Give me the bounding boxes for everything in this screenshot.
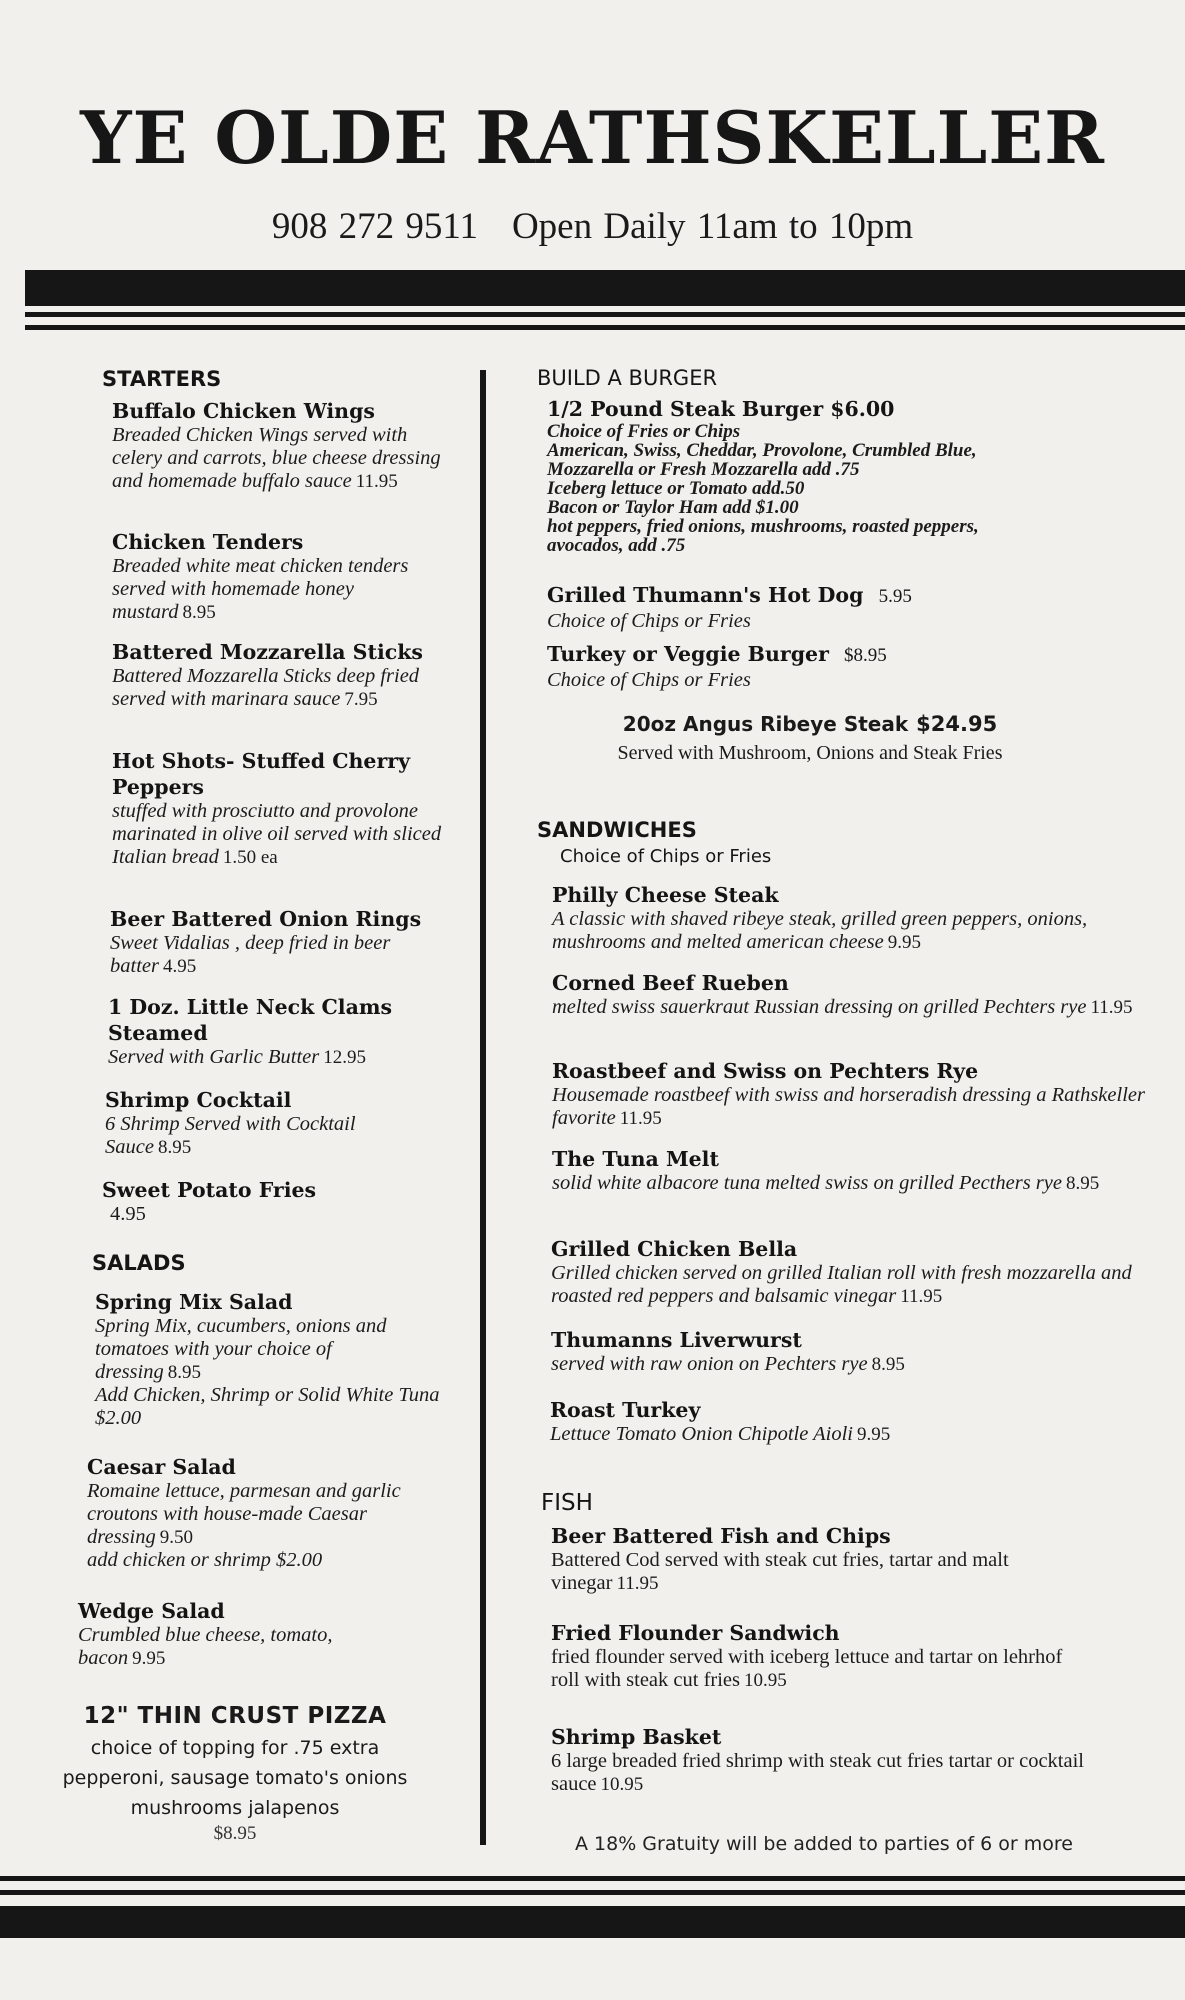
menu-item xyxy=(552,1146,1147,1195)
pizza-heading: 12" THIN CRUST PIZZA xyxy=(83,1703,387,1729)
item-price: 10.95 xyxy=(600,1774,644,1795)
item-description: melted swiss sauerkraut Russian dressing on grilled Pechters rye 11.95 xyxy=(552,996,1133,1018)
item-name: Roastbeef and Swiss on Pechters Rye xyxy=(552,1059,979,1083)
top-thin-rule xyxy=(25,325,1185,330)
item-price: $8.95 xyxy=(844,645,887,666)
item-name: Grilled Thumann's Hot Dog 5.95 xyxy=(547,583,912,607)
item-description: Romaine lettuce, parmesan and garlic croutons with house-made Caesar dressing 9.50 xyxy=(87,1480,401,1548)
item-name: Chicken Tenders xyxy=(112,530,304,554)
menu-item xyxy=(551,1236,1161,1308)
item-name: Beer Battered Fish and Chips xyxy=(551,1524,891,1548)
item-price: 11.95 xyxy=(616,1573,659,1594)
item-description: solid white albacore tuna melted swiss on grilled Pecthers rye 8.95 xyxy=(552,1172,1100,1194)
item-price: 10.95 xyxy=(744,1670,787,1691)
item-name: Thumanns Liverwurst xyxy=(551,1328,802,1352)
item-name: Fried Flounder Sandwich xyxy=(551,1621,840,1645)
item-price: 9.95 xyxy=(856,1424,891,1445)
pizza-price: $8.95 xyxy=(213,1823,257,1844)
item-name: The Tuna Melt xyxy=(552,1147,719,1171)
item-description: Spring Mix, cucumbers, onions and tomatoes with your choice of dressing 8.95 xyxy=(95,1315,387,1383)
top-thick-rule xyxy=(25,270,1185,306)
burger-option: Iceberg lettuce or Tomato add.50 xyxy=(547,478,805,499)
item-addon: add chicken or shrimp $2.00 xyxy=(87,1549,323,1571)
item-price: 8.95 xyxy=(182,602,216,623)
menu-item xyxy=(551,1327,1146,1376)
item-name: Wedge Salad xyxy=(78,1599,225,1623)
top-thin-rule xyxy=(25,312,1185,317)
item-description: served with raw onion on Pechters rye 8.95 xyxy=(551,1353,905,1375)
item-description: 6 Shrimp Served with Cocktail Sauce 8.95 xyxy=(105,1113,356,1158)
ribeye-item xyxy=(520,712,1100,765)
item-price: 4.95 xyxy=(162,956,197,977)
item-name: 20oz Angus Ribeye Steak $24.95 xyxy=(622,712,998,736)
item-name: Turkey or Veggie Burger $8.95 xyxy=(547,642,887,666)
menu-item xyxy=(551,1620,1091,1692)
burger-option: avocados, add .75 xyxy=(547,535,686,556)
item-name: Corned Beef Rueben xyxy=(552,971,789,995)
burger-item xyxy=(547,396,1107,555)
item-price: 11.95 xyxy=(900,1286,943,1307)
sandwiches-heading: SANDWICHES xyxy=(537,818,697,842)
restaurant-title: YE OLDE RATHSKELLER xyxy=(80,95,1105,180)
menu-item xyxy=(102,1177,422,1226)
burger-option: Choice of Fries or Chips xyxy=(547,421,741,442)
bottom-thin-rule xyxy=(0,1876,1185,1881)
item-name: Shrimp Basket xyxy=(551,1725,722,1749)
item-name: Hot Shots- Stuffed Cherry Peppers xyxy=(112,749,410,799)
item-name: Roast Turkey xyxy=(550,1398,701,1422)
item-name: Spring Mix Salad xyxy=(95,1290,293,1314)
salads-heading: SALADS xyxy=(92,1251,186,1275)
menu-item xyxy=(108,994,428,1069)
item-description: Grilled chicken served on grilled Italian roll with fresh mozzarella and roasted red peppers and balsamic vinegar 11.95 xyxy=(551,1262,1132,1307)
item-name: Battered Mozzarella Sticks xyxy=(112,640,423,664)
item-description: Battered Cod served with steak cut fries, tartar and malt vinegar 11.95 xyxy=(551,1549,1009,1594)
bottom-thin-rule xyxy=(0,1890,1185,1895)
item-price: 5.95 xyxy=(878,586,912,607)
contact-line xyxy=(0,205,1185,248)
item-price: 1.50 ea xyxy=(222,847,278,868)
menu-item xyxy=(551,1523,1091,1595)
burger-option: Mozzarella or Fresh Mozzarella add .75 xyxy=(547,459,860,480)
menu-item xyxy=(112,398,442,493)
pizza-section xyxy=(55,1703,415,1845)
item-description: Housemade roastbeef with swiss and horseradish dressing a Rathskeller favorite 11.95 xyxy=(552,1084,1145,1129)
burger-heading: BUILD A BURGER xyxy=(537,366,718,390)
item-name: Beer Battered Onion Rings xyxy=(110,907,422,931)
menu-item xyxy=(87,1454,437,1572)
menu-item xyxy=(95,1289,440,1430)
item-description: Breaded white meat chicken tenders served with homemade honey mustard 8.95 xyxy=(112,555,409,623)
burger-option: American, Swiss, Cheddar, Provolone, Crumbled Blue, xyxy=(547,440,977,461)
item-description: Lettuce Tomato Onion Chipotle Aioli 9.95 xyxy=(550,1423,891,1445)
item-name: Buffalo Chicken Wings xyxy=(112,399,375,423)
item-description: Battered Mozzarella Sticks deep fried served with marinara sauce 7.95 xyxy=(112,665,420,710)
fish-heading: FISH xyxy=(541,1490,593,1516)
menu-item xyxy=(110,906,450,978)
menu-item xyxy=(112,748,442,869)
item-price: 11.95 xyxy=(1090,997,1133,1018)
item-description: Choice of Chips or Fries xyxy=(547,669,751,691)
bottom-thick-rule xyxy=(0,1906,1185,1938)
item-price: 11.95 xyxy=(355,471,398,492)
item-name: 1/2 Pound Steak Burger $6.00 xyxy=(547,397,895,421)
item-addon: Add Chicken, Shrimp or Solid White Tuna $2.00 xyxy=(95,1384,440,1429)
menu-item xyxy=(552,970,1147,1019)
item-price: 8.95 xyxy=(1065,1173,1100,1194)
item-price: 4.95 xyxy=(110,1203,146,1225)
item-name: Philly Cheese Steak xyxy=(552,883,779,907)
item-price: $24.95 xyxy=(916,712,998,736)
menu-item xyxy=(105,1087,425,1159)
menu-item xyxy=(552,882,1147,954)
menu-item xyxy=(547,641,1107,692)
item-name: Caesar Salad xyxy=(87,1455,236,1479)
item-description: Breaded Chicken Wings served with celery and carrots, blue cheese dressing and homemade buffalo sauce 11.95 xyxy=(112,424,441,492)
item-name: 1 Doz. Little Neck Clams Steamed xyxy=(108,995,393,1045)
opening-hours: Open Daily 11am to 10pm xyxy=(511,206,914,247)
item-name: Shrimp Cocktail xyxy=(105,1088,292,1112)
menu-item xyxy=(552,1058,1147,1130)
item-price: 8.95 xyxy=(157,1137,192,1158)
item-description: 6 large breaded fried shrimp with steak cut fries tartar or cocktail sauce 10.95 xyxy=(551,1750,1084,1795)
phone-number: 908 272 9511 xyxy=(271,206,478,247)
sandwiches-subheading: Choice of Chips or Fries xyxy=(560,846,772,867)
item-price: 9.95 xyxy=(887,932,921,953)
item-description: fried flounder served with iceberg lettuce and tartar on lehrhof roll with steak cut fries 10.95 xyxy=(551,1646,1063,1691)
pizza-description: choice of topping for .75 extra pepperoni, sausage tomato's onions mushrooms jalapenos xyxy=(62,1737,408,1819)
item-description: A classic with shaved ribeye steak, grilled green peppers, onions, mushrooms and melted american cheese 9.95 xyxy=(552,908,1088,953)
item-description: Served with Mushroom, Onions and Steak Fries xyxy=(617,742,1003,764)
item-price: 8.95 xyxy=(167,1362,201,1383)
item-description: Crumbled blue cheese, tomato, bacon 9.95 xyxy=(78,1624,333,1669)
item-description: Choice of Chips or Fries xyxy=(547,610,751,632)
starters-heading: STARTERS xyxy=(102,367,222,391)
burger-option: hot peppers, fried onions, mushrooms, roasted peppers, xyxy=(547,516,979,537)
gratuity-note: A 18% Gratuity will be added to parties of 6 or more xyxy=(575,1833,1073,1855)
menu-item xyxy=(112,529,442,624)
menu-item xyxy=(550,1397,1145,1446)
item-description: Sweet Vidalias , deep fried in beer batter 4.95 xyxy=(110,932,391,977)
item-price: 9.50 xyxy=(159,1527,193,1548)
item-name: Sweet Potato Fries xyxy=(102,1178,317,1202)
menu-item xyxy=(551,1724,1091,1796)
item-price: 12.95 xyxy=(323,1047,366,1068)
column-divider xyxy=(480,370,486,1845)
item-name: Grilled Chicken Bella xyxy=(551,1237,798,1261)
menu-item xyxy=(112,639,442,711)
item-description: Served with Garlic Butter 12.95 xyxy=(108,1046,366,1068)
menu-item xyxy=(78,1598,418,1670)
item-price: 11.95 xyxy=(619,1108,662,1129)
item-price: 7.95 xyxy=(344,689,378,710)
item-description: stuffed with prosciutto and provolone marinated in olive oil served with sliced Italian bread 1.50 ea xyxy=(112,800,442,868)
item-price: 8.95 xyxy=(871,1354,905,1375)
menu-item xyxy=(547,582,1107,633)
item-price: 9.95 xyxy=(132,1648,166,1669)
burger-option: Bacon or Taylor Ham add $1.00 xyxy=(547,497,799,518)
